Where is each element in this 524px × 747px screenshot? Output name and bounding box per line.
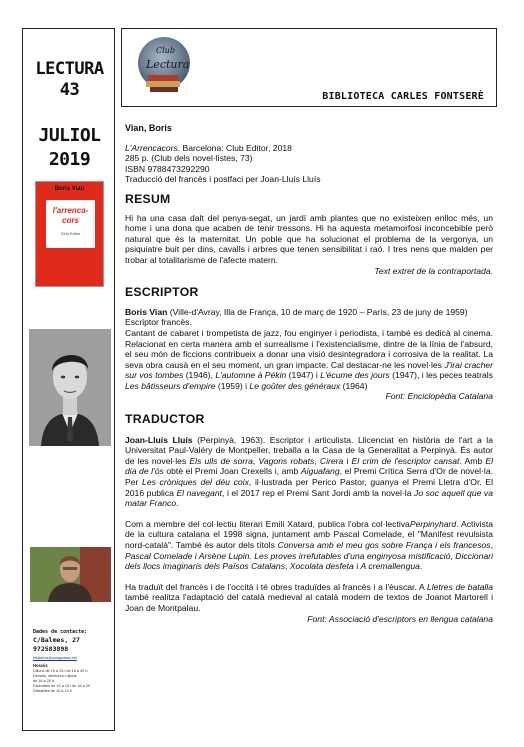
contact-phone: 972583898 xyxy=(33,645,69,653)
main-content xyxy=(125,115,493,624)
cover-subtitle: Club Editor xyxy=(60,231,81,236)
hours-line: Dimarts, dimecres i dijous xyxy=(33,674,77,678)
lectura-word: LECTURA xyxy=(35,59,104,79)
hours-label: Horaris xyxy=(33,663,48,668)
escriptor-bio: Boris Vian (Ville-d'Avray, Illa de França, 10 de març de 1920 – París, 23 de juny de 1959) xyxy=(125,306,468,317)
traductor-bio: Joan-Lluís Lluís (Perpinyà, 1963). Escriptor i articulista. Llicenciat en història de l'art a la Universitat Paul-Valéry de Montpeller, treballa a la Casa de la Generalitat a Perpinyà. És autor de les novel·les Els ulls de sorra, Vagons robats, Cirera i El crim de l'escriptor cansat. Amb El dia de l'ós obtè el Premi Joan Crexells i, amb Aiguafang, el Premi Crítica Serra d'Or de novel·la. Per Les cròniques del déu coix, il·lustrada per Perico Pastor, guanya el Premi Lletra d'Or. El 2016 publica El navegant, i el 2017 rep el Premi Sant Jordi amb la novel·la Jo soc aquell que va matar Franco. xyxy=(125,434,494,509)
traductor-name: Joan-Lluís Lluís xyxy=(125,434,193,445)
book-author: Vian, Boris xyxy=(125,123,172,133)
resum-source: Text extret de la contraportada. xyxy=(374,265,493,276)
book-pages: 285 p. (Club dels novel·listes, 73) xyxy=(125,153,253,164)
hours-line: de 16 a 20 h. xyxy=(33,679,56,683)
cover-panel xyxy=(46,200,95,248)
cover-author: Boris Vian xyxy=(54,186,85,192)
contact-address: C/Balmes, 27 xyxy=(33,636,80,644)
reading-date xyxy=(23,124,116,172)
club-lectura-logo-icon xyxy=(136,35,192,99)
resum-text: Hi ha una casa dalt del penya-segat, un jardí amb plantes que no existeixen enlloc més, un home i una dona que acaben de tenir tressons. Hi ha aquesta metamorfosi inconcebible però natural que és la maternitat. Un poble que ha solucionat el problema de la vergonya, un psiquiatre buit per dins, cavalls i arbres que tenen sensibilitat i raó. I tres nens que malden per trobar al totalitarisme de l'afecte matern. xyxy=(125,212,493,265)
reading-number xyxy=(23,59,116,101)
book-cover-image xyxy=(35,181,104,287)
traductor-source: Font: Associació d'escriptors en llengua catalana xyxy=(307,613,493,624)
hours-line: Dissabtes de 10 a 13 h. xyxy=(33,689,73,693)
contact-info xyxy=(33,629,113,694)
escriptor-source: Font: Enciclopèdia Catalana xyxy=(385,391,493,402)
escriptor-name: Boris Vian xyxy=(125,306,168,317)
cover-title: l'arrenca- cors xyxy=(52,206,89,225)
hours-line: Divendres de 10 a 13 i de 16 a 20 xyxy=(33,684,90,688)
book-details xyxy=(125,143,493,185)
lectura-number: 43 xyxy=(59,80,80,100)
hours-line: Dilluns de 10 a 13 i de 16 a 20 h. xyxy=(33,669,89,673)
author-photo xyxy=(29,329,111,446)
header xyxy=(121,28,497,107)
contact-label: Dades de contacte: xyxy=(33,629,88,635)
escriptor-heading: ESCRIPTOR xyxy=(125,285,199,300)
club-lectura-logo xyxy=(136,35,192,99)
book-title: L'Arrencacors xyxy=(125,142,178,153)
book-isbn: ISBN 9788473292290 xyxy=(125,163,210,174)
svg-text:Club: Club xyxy=(156,46,175,55)
year: 2019 xyxy=(48,149,91,170)
library-name: BIBLIOTECA CARLES FONTSERÈ xyxy=(322,91,484,102)
traductor-translations: Ha traduït del francès i de l'occità i té obres traduïdes al francès i a l'èuscar. A Lletres de batalla també realitza l'adaptació del català medieval al català modern de textos de Joanot Martorell i Joan de Montpalau. xyxy=(125,581,493,613)
book-title-line xyxy=(125,143,493,154)
resum-heading: RESUM xyxy=(125,191,171,206)
left-column xyxy=(22,28,115,731)
translator-photo xyxy=(30,547,111,602)
author-portrait-illustration xyxy=(29,329,111,446)
month: JULIOL xyxy=(38,125,101,146)
svg-text:Lectura: Lectura xyxy=(146,58,190,71)
escriptor-nationality: Escriptor francès. xyxy=(125,317,192,328)
traductor-heading: TRADUCTOR xyxy=(125,412,205,427)
book-translation: Traducció del francès i postfaci per Joan-Lluís Lluís xyxy=(125,174,321,185)
book-publisher: . Barcelona: Club Editor, 2018 xyxy=(177,142,292,153)
contact-email-link[interactable]: biblioteca@poraguaires.net xyxy=(33,656,77,660)
traductor-activity: Com a membre del col·lectiu literari Emili Xatard, publica l'obra col·lectivaPerpinyhard. Activista de la cultura catalana el 1998 signa, juntament amb Pascal Comelade, el "Manifest revulsista nord-català". També és autor dels títols Conversa amb el meu gos sobre França i els francesos, Pascal Comelade i Arsène Lupin. Les proves irrefutables d'una enginyosa mistificació, Diccionari dels llocs imaginaris dels Països Catalans, Xocolata desfeta i A cremallengua. xyxy=(125,518,494,572)
escriptor-career: Cantant de cabaret i trompetista de jazz, fou enginyer i periodista, i també es dedicà al cinema. Relacionat en certa manera amb el surrealisme i l'existencialisme, dintre de la línia de l'absurd, el seu món de ficcions contribueix a donar una visió desintegradora i corrosiva de la realitat. La seva obra causà en el seu moment, un gran impacte. Cal destacar-ne les novel·les J'irai cracher sur vos tombes (1946), L'automne à Pékin (1947) i L'écume des jours (1947), i les peces teatrals Les bâtisseurs d'empire (1959) i Le goûter des généraux (1964) xyxy=(125,327,493,391)
translator-portrait-illustration xyxy=(30,547,111,602)
